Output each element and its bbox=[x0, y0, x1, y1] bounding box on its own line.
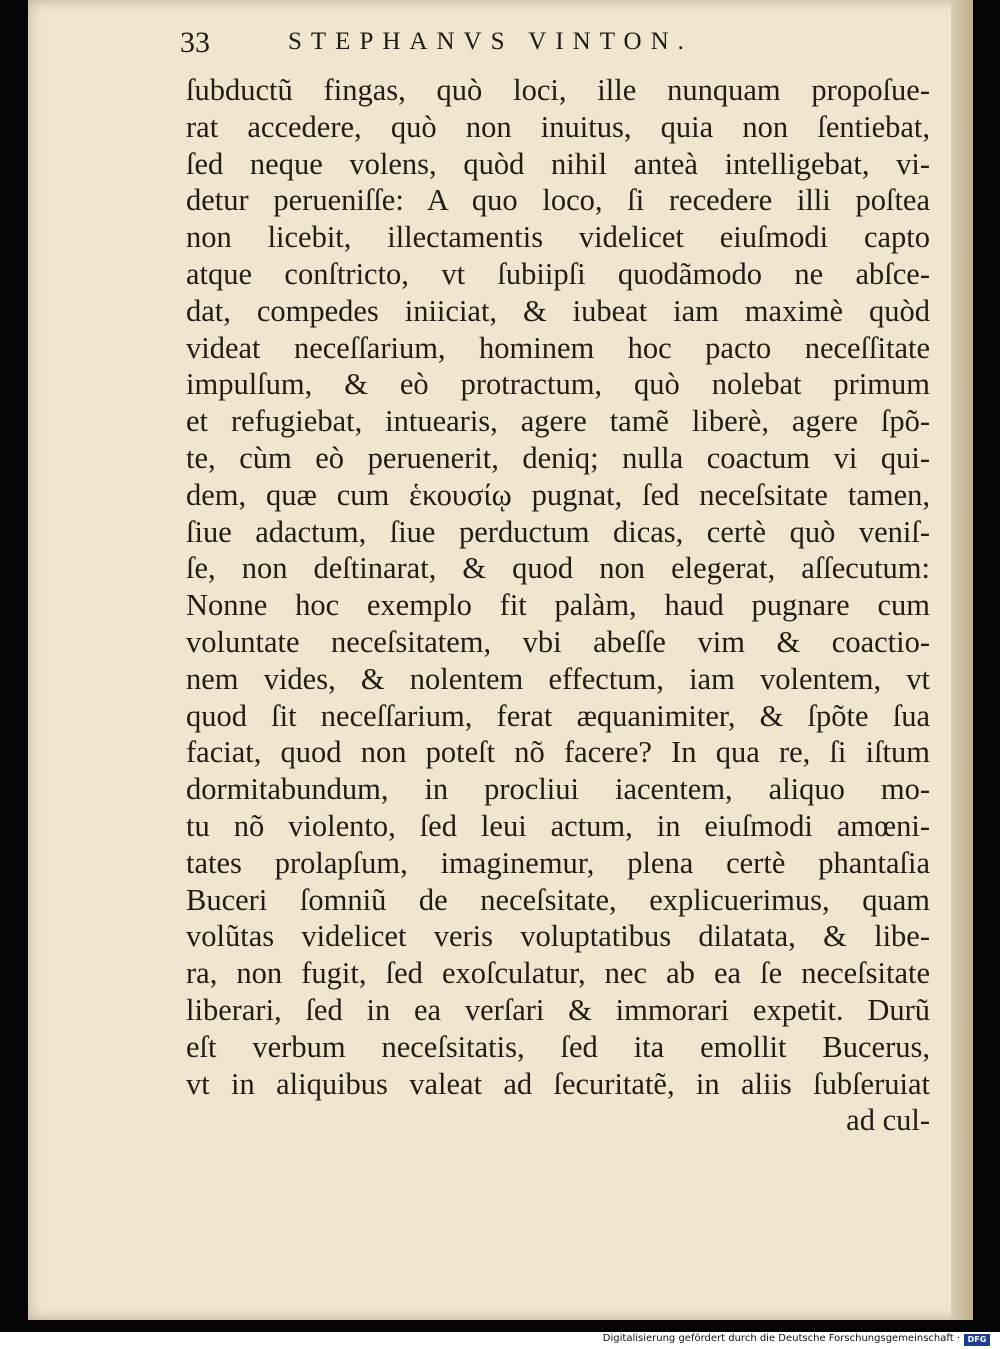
text-line: tu nõ violento, ſed leui actum, in eiuſmodi amœni- bbox=[186, 808, 930, 843]
text-line: te, cùm eò peruenerit, deniq; nulla coactum vi qui- bbox=[186, 440, 930, 475]
text-line: dat, compedes iniiciat, & iubeat iam maximè quòd bbox=[186, 293, 930, 328]
text-line: vt in aliquibus valeat ad ſecuritatẽ, in aliis ſubſeruiat bbox=[186, 1066, 930, 1101]
text-line: ſubductũ fingas, quò loci, ille nunquam propoſue- bbox=[186, 73, 930, 107]
page-edge bbox=[951, 0, 973, 1320]
body-text bbox=[186, 72, 930, 1139]
text-line: Buceri ſomniũ de neceſsitate, explicuerimus, quam bbox=[186, 882, 930, 917]
text-line: ſiue adactum, ſiue perductum dicas, certè quò veniſ- bbox=[186, 514, 930, 549]
running-head bbox=[180, 26, 820, 66]
text-line: ra, non fugit, ſed exoſculatur, nec ab ea ſe neceſsitate bbox=[186, 956, 930, 991]
text-line: Nonne hoc exemplo fit palàm, haud pugnare cum bbox=[186, 588, 930, 623]
text-line: volũtas videlicet veris voluptatibus dilatata, & libe- bbox=[186, 919, 930, 954]
text-line: voluntate neceſsitatem, vbi abeſſe vim & coactio- bbox=[186, 624, 930, 659]
digitization-footer bbox=[0, 1332, 1000, 1349]
text-line: tates prolapſum, imaginemur, plena certè phantaſia bbox=[186, 845, 930, 880]
text-line: detur perueniſſe: A quo loco, ſi recedere illi poſtea bbox=[186, 183, 930, 218]
dfg-logo: DFG bbox=[964, 1334, 990, 1346]
funding-credit: Digitalisierung gefördert durch die Deutsche Forschungsgemeinschaft · bbox=[602, 1333, 960, 1344]
running-title: STEPHANVS VINTON. bbox=[288, 28, 693, 55]
text-line: et refugiebat, intuearis, agere tamẽ liberè, agere ſpõ- bbox=[186, 404, 930, 439]
text-line: quod ſit neceſſarium, ferat æquanimiter, & ſpõte ſua bbox=[186, 698, 930, 733]
catchword: ad cul- bbox=[846, 1103, 930, 1138]
text-line: rat accedere, quò non inuitus, quia non ſentiebat, bbox=[186, 109, 930, 144]
text-line: dormitabundum, in procliui iacentem, aliquo mo- bbox=[186, 772, 930, 807]
text-line: ſed neque volens, quòd nihil anteà intelligebat, vi- bbox=[186, 146, 930, 181]
text-line: liberari, ſed in ea verſari & immorari expetit. Durũ bbox=[186, 992, 930, 1027]
text-line: dem, quæ cum ἑκουσίῳ pugnat, ſed neceſsitate tamen, bbox=[186, 477, 930, 512]
text-line: faciat, quod non poteſt nõ facere? In qua re, ſi iſtum bbox=[186, 735, 930, 770]
text-line: non licebit, illectamentis videlicet eiuſmodi capto bbox=[186, 220, 930, 255]
text-line: impulſum, & eò protractum, quò nolebat primum bbox=[186, 367, 930, 402]
text-line: ſe, non deſtinarat, & quod non elegerat, aſſecutum: bbox=[186, 551, 930, 586]
text-line: eſt verbum neceſsitatis, ſed ita emollit Bucerus, bbox=[186, 1029, 930, 1064]
text-line: videat neceſſarium, hominem hoc pacto neceſſitate bbox=[186, 330, 930, 365]
book-page bbox=[28, 0, 973, 1320]
page-number: 33 bbox=[180, 26, 210, 59]
text-line: atque conſtricto, vt ſubiipſi quodãmodo ne abſce- bbox=[186, 256, 930, 291]
text-line: nem vides, & nolentem effectum, iam volentem, vt bbox=[186, 661, 930, 696]
